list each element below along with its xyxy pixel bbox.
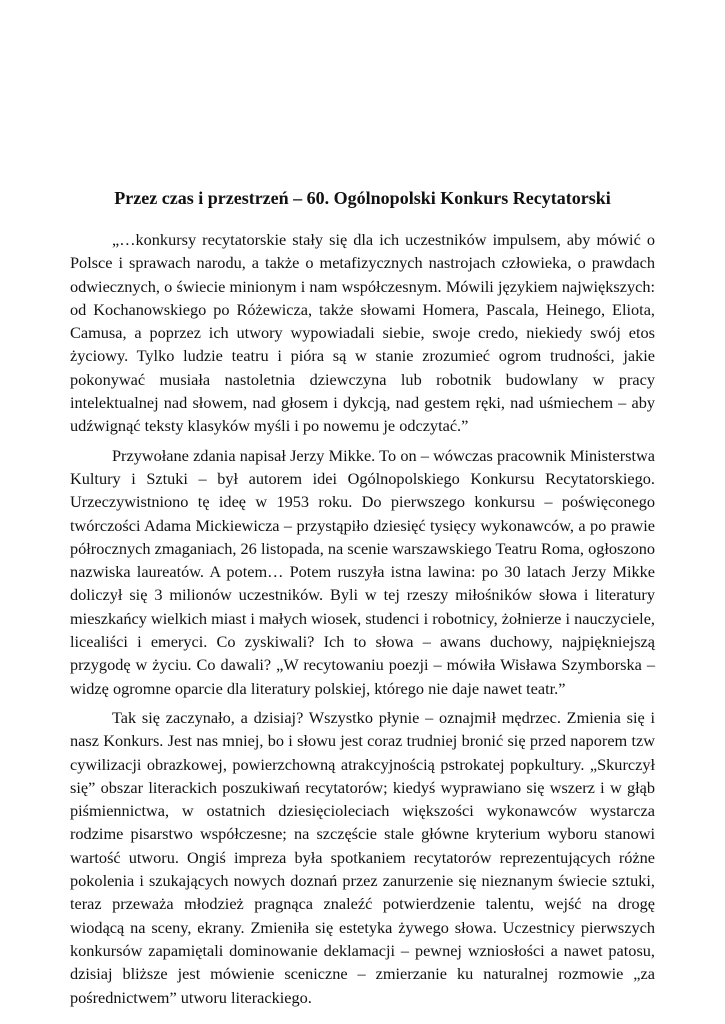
document-body [70,228,655,1015]
paragraph-present-day: Tak się zaczynało, a dzisiaj? Wszystko płynie – oznajmił mędrzec. Zmienia się i nasz Konkurs. Jest nas mniej, bo i słowu jest coraz trudniej bronić się przed naporem tzw cywilizacji obrazkowej, powierzchowną atrakcyjnością pstrokatej popkultury. „Skurczył się” obszar literackich poszukiwań recytatorów; kiedyś wyprawiano się wszerz i w głąb piśmiennictwa, w ostatnich dziesięcioleciach większości wykonawców wystarcza rodzime pisarstwo współczesne; na szczęście stale główne kryterium wyboru stanowi wartość utworu. Ongiś impreza była spotkaniem recytatorów reprezentujących różne pokolenia i szukających nowych doznań przez zanurzenie się nieznanym świecie sztuki, teraz przeważa młodzież pragnąca znaleźć potwierdzenie talentu, wejść na drogę wiodącą na sceny, ekrany. Zmieniła się estetyka żywego słowa. Uczestnicy pierwszych konkursów zapamiętali dominowanie deklamacji – pewnej wzniosłości a nawet patosu, dzisiaj bliższe jest mówienie sceniczne – zmierzanie ku naturalnej rozmowie „za pośrednictwem” utworu literackiego. [70,707,655,1007]
paragraph-quote-opening: „…konkursy recytatorskie stały się dla ich uczestników impulsem, aby mówić o Polsce i sprawach narodu, a także o metafizycznych nastrojach człowieka, o prawdach odwiecznych, o świecie minionym i nam współczesnym. Mówili językiem największych: od Kochanowskiego po Różewicza, także słowami Homera, Pascala, Heinego, Eliota, Camusa, a poprzez ich utwory wypowiadali siebie, swoje credo, niekiedy swój etos życiowy. Tylko ludzie teatru i pióra są w stanie zrozumieć ogrom trudności, jakie pokonywać musiała nastoletnia dziewczyna lub robotnik budowlany w pracy intelektualnej nad słowem, nad głosem i dykcją, nad gestem ręki, nad uśmiechem – aby udźwignąć teksty klasyków myśli i po nowemu je odczytać.” [70,230,655,436]
paragraph-history: Przywołane zdania napisał Jerzy Mikke. To on – wówczas pracownik Ministerstwa Kultury i Sztuki – był autorem idei Ogólnopolskiego Konkursu Recytatorskiego. Urzeczywistniono tę ideę w 1953 roku. Do pierwszego konkursu – poświęconego twórczości Adama Mickiewicza – przystąpiło dziesięć tysięcy wykonawców, a po prawie półrocznych zmaganiach, 26 listopada, na scenie warszawskiego Teatru Roma, ogłoszono nazwiska laureatów. A potem… Potem ruszyła istna lawina: po 30 latach Jerzy Mikke doliczył się 3 milionów uczestników. Byli w tej rzeszy miłośników słowa i literatury mieszkańcy wielkich miast i małych wiosek, studenci i robotnicy, żołnierze i nauczyciele, licealiści i emeryci. Co zyskiwali? Ich to słowa – awans duchowy, najpiękniejszą przygodę w życiu. Co dawali? „W recytowaniu poezji – mówiła Wisława Szymborska – widzę ogromne oparcie dla literatury polskiej, którego nie daje nawet teatr.” [70,445,655,698]
document-title: Przez czas i przestrzeń – 60. Ogólnopolski Konkurs Recytatorski [114,188,611,208]
